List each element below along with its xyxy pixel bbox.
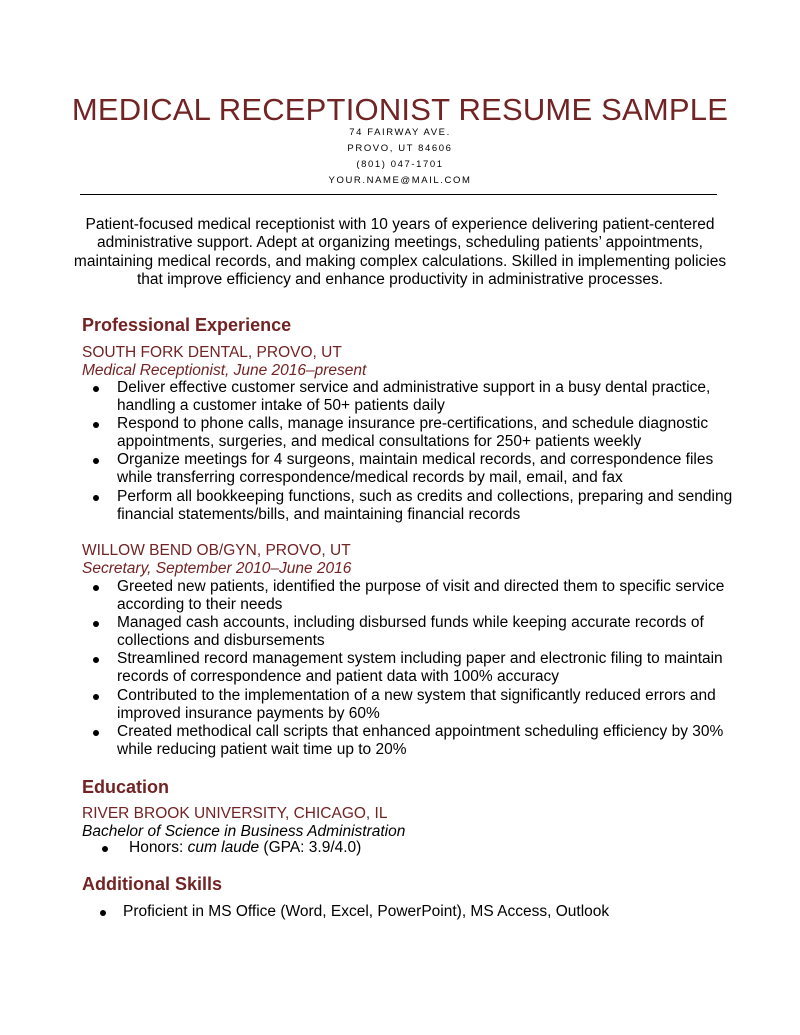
job-2-bullets [0,578,740,759]
experience-heading: Professional Experience [82,315,292,335]
bullet-icon [93,458,99,464]
bullet-icon [102,846,108,852]
list-item: Honors: cum laude (GPA: 3.9/4.0) [0,839,740,857]
list-item: Proficient in MS Office (Word, Excel, PowerPoint), MS Access, Outlook [0,903,740,921]
list-item: Managed cash accounts, including disbursed funds while keeping accurate records of collections and disbursements [0,614,740,650]
bullet-icon [100,910,106,916]
list-item: Contributed to the implementation of a new system that significantly reduced errors and improved insurance payments by 60% [0,687,740,723]
bullet-icon [93,422,99,428]
degree-name: Bachelor of Science in Business Administration [82,823,406,840]
list-item: Deliver effective customer service and administrative support in a busy dental practice, handling a customer intake of 50+ patients daily [0,379,740,415]
school-name: RIVER BROOK UNIVERSITY, CHICAGO, IL [82,805,388,822]
bullet-icon [93,386,99,392]
education-heading: Education [82,777,170,797]
bullet-icon [93,694,99,700]
job-1-organization: SOUTH FORK DENTAL, PROVO, UT [82,344,342,361]
list-item: Respond to phone calls, manage insurance pre-certifications, and schedule diagnostic appointments, surgeries, and medical consultations for 250+ patients weekly [0,415,740,451]
honors-list [0,839,740,857]
bullet-icon [93,585,99,591]
resume-title: MEDICAL RECEPTIONIST RESUME SAMPLE [71,92,729,127]
skills-list [0,903,740,921]
list-item: Created methodical call scripts that enhanced appointment scheduling efficiency by 30% while reducing patient wait time up to 20% [0,723,740,759]
bullet-icon [93,621,99,627]
job-2-role: Secretary, September 2010–June 2016 [82,560,352,577]
address-line-2: PROVO, UT 84606 [347,143,453,154]
summary-paragraph: Patient-focused medical receptionist with 10 years of experience delivering patient-centered administrative support. Adept at organizing meetings, scheduling patients’ appointments, maintaining medical records, and making complex calculations. Skilled in implementing policies that improve efficiency and enhance productivity in administrative processes. [73,216,727,288]
address-line-1: 74 FAIRWAY AVE. [349,127,451,138]
email-address: YOUR.NAME@MAIL.COM [328,175,472,186]
skills-heading: Additional Skills [82,874,223,894]
job-2-organization: WILLOW BEND OB/GYN, PROVO, UT [82,542,351,559]
bullet-icon [93,495,99,501]
phone-number: (801) 047-1701 [356,159,444,170]
bullet-icon [93,730,99,736]
job-1-role: Medical Receptionist, June 2016–present [82,362,367,379]
list-item: Streamlined record management system including paper and electronic filing to maintain records of correspondence and patient data with 100% accuracy [0,650,740,686]
contact-block [0,125,800,189]
list-item: Greeted new patients, identified the purpose of visit and directed them to specific service according to their needs [0,578,740,614]
list-item: Organize meetings for 4 surgeons, maintain medical records, and correspondence files while transferring correspondence/medical records by mail, email, and fax [0,451,740,487]
list-item: Perform all bookkeeping functions, such as credits and collections, preparing and sending financial statements/bills, and maintaining financial records [0,488,740,524]
job-1-bullets [0,379,740,524]
header-divider [80,194,717,195]
bullet-icon [93,657,99,663]
